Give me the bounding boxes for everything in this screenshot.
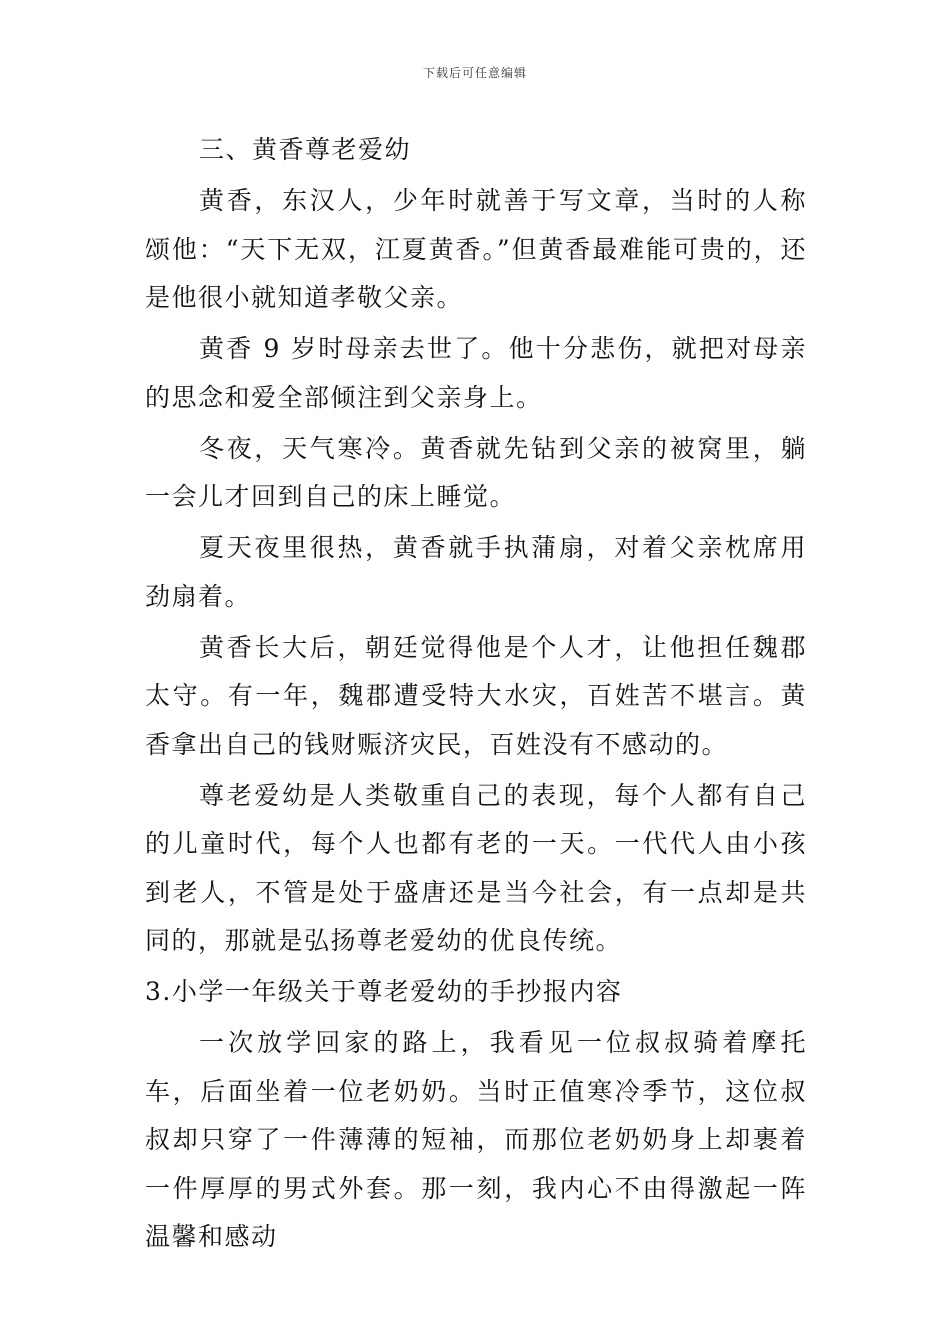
paragraph: 黄香 9 岁时母亲去世了。他十分悲伤，就把对母亲的思念和爱全部倾注到父亲身上。 xyxy=(145,334,807,412)
page-header-note: 下载后可任意编辑 xyxy=(422,66,527,80)
paragraph: 黄香，东汉人，少年时就善于写文章，当时的人称颂他：“天下无双，江夏黄香。”但黄香最难能可贵的，还是他很小就知道孝敬父亲。 xyxy=(145,186,807,312)
section-title: 3.小学一年级关于尊老爱幼的手抄报内容 xyxy=(145,977,623,1006)
paragraph: 尊老爱幼是人类敬重自己的表现，每个人都有自己的儿童时代，每个人也都有老的一天。一代代人由小孩到老人，不管是处于盛唐还是当今社会，有一点却是共同的，那就是弘扬尊老爱幼的优良传统。 xyxy=(145,780,807,955)
paragraph: 黄香长大后，朝廷觉得他是个人才，让他担任魏郡太守。有一年，魏郡遭受特大水灾，百姓苦不堪言。黄香拿出自己的钱财赈济灾民，百姓没有不感动的。 xyxy=(145,632,807,759)
paragraph: 冬夜，天气寒冷。黄香就先钻到父亲的被窝里，躺一会儿才回到自己的床上睡觉。 xyxy=(145,433,807,511)
paragraph: 一次放学回家的路上，我看见一位叔叔骑着摩托车，后面坐着一位老奶奶。当时正值寒冷季节，这位叔叔却只穿了一件薄薄的短袖，而那位老奶奶身上却裹着一件厚厚的男式外套。那一刻，我内心不由得激起一阵温馨和感动 xyxy=(145,1028,807,1251)
document-body xyxy=(145,126,807,1264)
section-heading: 三、黄香尊老爱幼 xyxy=(199,135,412,164)
paragraph: 夏天夜里很热，黄香就手执蒲扇，对着父亲枕席用劲扇着。 xyxy=(145,533,807,611)
